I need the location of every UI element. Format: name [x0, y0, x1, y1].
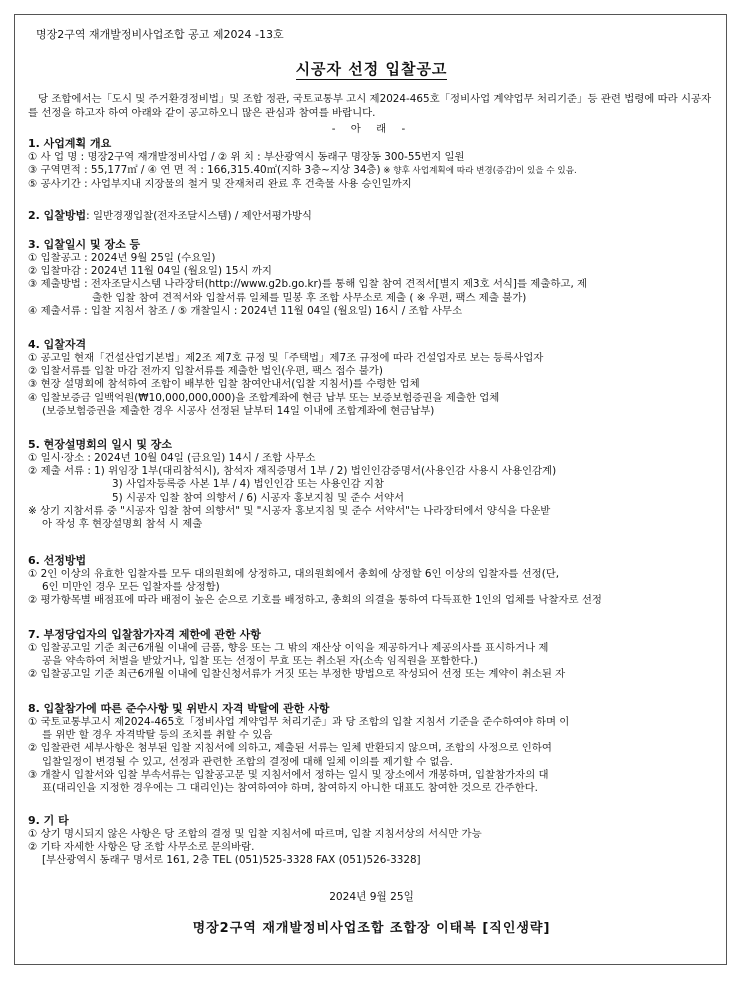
section-1: [28, 137, 718, 192]
section-8-line-2: 를 위반 할 경우 자격박탈 등의 조치를 취할 수 있음: [42, 729, 273, 742]
signature-line: 명장2구역 재개발정비사업조합 조합장 이태복 [직인생략]: [192, 921, 551, 936]
section-3-line-4: 출한 입찰 참여 견적서와 입찰서류 일체를 밀봉 후 조합 사무소로 제출 ( ※ 우편, 팩스 제출 불가): [92, 291, 527, 304]
section-4-line-5: (보증보험증권을 제출한 경우 시공사 선정된 날부터 14일 이내에 조합계좌에 현금납부): [42, 404, 435, 417]
section-4-heading: 4. 입찰자격: [28, 338, 87, 351]
section-8: [28, 702, 718, 795]
section-7-line-3: ② 입찰공고일 기준 최근6개월 이내에 입찰신청서류가 거짓 또는 부정한 방법으로 작성되어 선정 또는 계약이 취소된 자: [28, 668, 566, 681]
section-1-note: ※ 향후 사업계획에 따라 변경(증감)이 있을 수 있음.: [380, 166, 577, 177]
document-title: [0, 58, 743, 79]
title-text: 시공자 선정 입찰공고: [295, 60, 448, 78]
section-1-line-2: [28, 164, 718, 178]
section-1-line-2a: ③ 구역면적 : 55,177㎡ / ④ 연 면 적 : 166,315.40㎡(지하 3층~지상 34층): [28, 164, 381, 177]
section-6-line-3: ② 평가항목별 배점표에 따라 배점이 높은 순으로 기호를 배정하고, 총회의 의결을 통하여 다득표한 1인의 업체를 낙찰자로 선정: [28, 594, 602, 607]
section-3-line-3: ③ 제출방법 : 전자조달시스템 나라장터(http://www.g2b.go.kr)를 통해 입찰 참여 견적서[별지 제3호 서식]를 제출하고, 제: [28, 278, 588, 291]
section-1-line-3: ⑤ 공사기간 : 사업부지내 지장물의 철거 및 잔재처리 완료 후 건축물 사용 승인일까지: [28, 178, 412, 191]
section-2-text: : 일반경쟁입찰(전자조달시스템) / 제안서평가방식: [86, 210, 312, 222]
section-3-line-2: ② 입찰마감 : 2024년 11월 04일 (월요일) 15시 까지: [28, 265, 272, 278]
section-9-contact: [부산광역시 동래구 명서로 161, 2층 TEL (051)525-3328 FAX (051)526-3328]: [42, 854, 421, 867]
section-6-line-2: 6인 미만인 경우 모든 입찰자를 상정함): [42, 581, 220, 594]
section-7-line-1: ① 입찰공고일 기준 최근6개월 이내에 금품, 향응 또는 그 밖의 재산상 이익을 제공하거나 제공의사를 표시하거나 제: [28, 642, 549, 654]
section-6: [28, 554, 718, 608]
section-1-heading: 1. 사업계획 개요: [28, 137, 112, 150]
section-5-line-5: ※ 상기 지참서류 중 "시공자 입찰 참여 의향서" 및 "시공자 홍보지침 및 준수 서약서"는 나라장터에서 양식을 다운받: [28, 504, 551, 517]
section-8-heading: 8. 입찰참가에 따른 준수사항 및 위반시 자격 박탈에 관한 사항: [28, 702, 330, 715]
section-9-line-2: ② 기타 자세한 사항은 당 조합 사무소로 문의바람.: [28, 841, 255, 854]
section-4: [28, 338, 718, 418]
section-9-heading: 9. 기 타: [28, 814, 69, 827]
section-5-line-4: 5) 시공자 입찰 참여 의향서 / 6) 시공자 홍보지침 및 준수 서약서: [112, 491, 405, 504]
section-8-line-3: ② 입찰관련 세부사항은 첨부된 입찰 지침서에 의하고, 제출된 서류는 일체 반환되지 않으며, 조합의 사정으로 인하여: [28, 742, 552, 755]
section-8-line-4: 입찰일정이 변경될 수 있고, 선정과 관련한 조합의 결정에 대해 일체 이의를 제기할 수 없음.: [42, 755, 453, 768]
section-5-line-1: ① 일시·장소 : 2024년 10월 04일 (금요일) 14시 / 조합 사무소: [28, 452, 316, 464]
section-9-line-1: ① 상기 명시되지 않은 사항은 당 조합의 결정 및 입찰 지침서에 따르며, 입찰 지침서상의 서식만 가능: [28, 828, 482, 840]
section-4-line-2: ② 입찰서류를 입찰 마감 전까지 입찰서류를 제출한 법인(우편, 팩스 접수 불가): [28, 365, 383, 378]
section-3-line-5: ④ 제출서류 : 입찰 지침서 참조 / ⑤ 개찰일시 : 2024년 11월 04일 (월요일) 16시 / 조합 사무소: [28, 304, 463, 317]
section-3: [28, 238, 718, 318]
section-1-line-1: ① 사 업 명 : 명장2구역 재개발정비사업 / ② 위 치 : 부산광역시 동래구 명장동 300-55번지 일원: [28, 151, 465, 163]
section-7-heading: 7. 부정당업자의 입찰참가자격 제한에 관한 사항: [28, 628, 261, 641]
section-5-heading: 5. 현장설명회의 일시 및 장소: [28, 438, 173, 451]
section-5: [28, 438, 718, 531]
section-5-line-6: 아 작성 후 현장설명회 참석 시 제출: [42, 518, 203, 531]
section-2: [28, 209, 718, 223]
section-5-line-2: ② 제출 서류 : 1) 위임장 1부(대리참석시), 참석자 재직증명서 1부 / 2) 법인인감증명서(사용인감 사용시 사용인감계): [28, 465, 557, 478]
section-6-line-1: ① 2인 이상의 유효한 입찰자를 모두 대의원회에 상정하고, 대의원회에서 총회에 상정할 6인 이상의 입찰자를 선정(단,: [28, 568, 560, 580]
section-9: [28, 814, 718, 868]
intro-paragraph: 당 조합에서는「도시 및 주거환경정비법」및 조합 정관, 국토교통부 고시 제2024-465호「정비사업 계약업무 처리기준」등 관련 법령에 따라 시공자를 선정을 하고자 하여 아래와 같이 공고하오니 많은 관심과 참여를 바랍니다.: [28, 93, 712, 119]
section-4-line-3: ③ 현장 설명회에 참석하여 조합이 배부한 입찰 참여안내서(입찰 지침서)를 수령한 업체: [28, 378, 420, 391]
notice-number: 명장2구역 재개발정비사업조합 공고 제2024 -13호: [36, 28, 284, 41]
section-4-line-1: ① 공고일 현재「건설산업기본법」제2조 제7호 규정 및「주택법」제7조 규정에 따라 건설업자로 보는 등록사업자: [28, 352, 544, 364]
section-5-line-3: 3) 사업자등록증 사본 1부 / 4) 법인인감 또는 사용인감 지참: [112, 478, 384, 491]
notice-date: 2024년 9월 25일: [329, 891, 414, 903]
section-3-heading: 3. 입찰일시 및 장소 등: [28, 238, 141, 251]
section-8-line-5: ③ 개찰시 입찰서와 입찰 부속서류는 입찰공고문 및 지침서에서 정하는 일시 및 장소에서 개봉하며, 입찰참가자의 대: [28, 768, 549, 781]
section-8-line-1: ① 국토교통부고시 제2024-465호「정비사업 계약업무 처리기준」과 당 조합의 입찰 지침서 기준을 준수하여야 하며 이: [28, 716, 570, 728]
section-4-line-4: ④ 입찰보증금 일백억원(₩10,000,000,000)을 조합계좌에 현금 납부 또는 보증보험증권을 제출한 업체: [28, 391, 500, 404]
section-8-line-6: 표(대리인을 지정한 경우에는 그 대리인)는 참여하여야 하며, 참여하지 아니한 대표도 참여한 것으로 간주한다.: [42, 782, 538, 795]
section-7: [28, 628, 718, 682]
section-7-line-2: 공을 약속하여 처벌을 받았거나, 입찰 또는 선정이 무효 또는 취소된 자(소속 임직원을 포함한다.): [42, 655, 478, 668]
section-3-line-1: ① 입찰공고 : 2024년 9월 25일 (수요일): [28, 252, 216, 264]
section-2-heading: 2. 입찰방법: [28, 209, 87, 222]
below-marker: - 아 래 -: [331, 123, 412, 135]
section-6-heading: 6. 선정방법: [28, 554, 87, 567]
